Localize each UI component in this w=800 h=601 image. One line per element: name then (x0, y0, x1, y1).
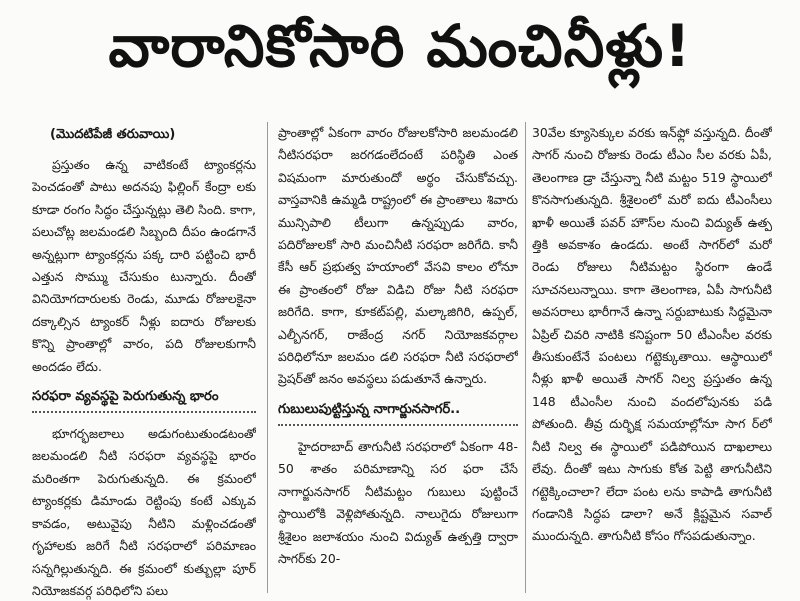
article-column-2 (278, 122, 518, 601)
paragraph: హైదరాబాద్ తాగునీటి సరఫరాలో ఏకంగా 48-50 శాతం పరిమాణాన్ని సర ఫరా చేసే నాగార్జునసాగర్ నీటిమట్టం గుబులు పుట్టించే స్థాయిలోకి వెళ్లిపోతున్నది. నాలుగైదు రోజులుగా శ్రీశైలం జలాశయం నుంచి విద్యుత్ ఉత్పత్తి ద్వారా సాగర్‌కు 20- (278, 438, 518, 566)
paragraph: 30వేల క్యూసెక్కుల వరకు ఇన్‌ఫ్లో వస్తున్నది. దీంతో సాగర్ నుంచి రోజుకు రెండు టీఎం సీల వరకు ఏపీ, తెలంగాణ డ్రా చేస్తున్నా నీటి మట్టం 519 స్థాయిలో కొనసాగుతున్నది. శ్రీశైలంలో మరో ఐదు టీఎంసీలు ఖాళీ అయితే పవర్ హౌస్‌ల నుంచి విద్యుత్ ఉత్ప త్తికి అవకాశం ఉండదు. అంటే సాగర్‌లో మరో రెండు రోజులు నీటిమట్టం స్థిరంగా ఉండే సూచనలున్నాయి. కాగా తెలంగాణ, ఏపీ సాగునీటి అవసరాలు భారీగానే ఉన్నా సర్దుబాటుకు సిద్ధమైనా ఏప్రిల్ చివరి నాటికి కనిష్టంగా 50 టీఎంసీల వరకు తీసుకుంటేనే పంటలు గట్టెక్కుతాయి. ఆస్థాయిలో నీళ్లు ఖాళీ అయితే సాగర్ నిల్వ ప్రస్తుతం ఉన్న 148 టీఎంసీల నుంచి వందలోపునకు పడి పోతుంది. తీవ్ర దుర్భిక్ష సమయాల్లోనూ సాగ ర్‌లో నీటి నిల్వ ఈ స్థాయిలో పడిపోయిన దాఖలాలు లేవు. దీంతో ఇటు సాగుకు కోత పెట్టి తాగునీటిని గట్టెక్కించాలా? లేదా పంట లను కాపాడి తాగునీటి గండానికి సిద్ధప డాలా? అనే క్లిష్టమైన సవాల్ ముందున్నది. తాగునీటి కోసం గోసపడుతున్నాం. (532, 125, 772, 544)
article-column-3 (532, 122, 772, 601)
subheading: సరఫరా వ్యవస్థపై పెరుగుతున్న భారం (32, 386, 256, 413)
article-column-1 (32, 122, 256, 601)
continued-label: (మొదటిపేజీ తరువాయి) (50, 127, 176, 142)
paragraph: భూగర్భజలాలు అడుగంటుతుండటంతో జలమండలి నీటి సరఫరా వ్యవస్థపై భారం మరింతగా పెరుగుతున్నది. ఈ క్రమంలో ట్యాంకర్లకు డిమాండు రెట్టింపు కంటే ఎక్కువ కావడం, అటువైపు నీటిని మళ్లించడంతో గృహాలకు జరిగే నీటి సరఫరాలో పరిమాణం సన్నగిల్లుతున్నది. ఈ క్రమంలో కుత్బుల్లా పూర్ నియోజకవర్గ పరిధిలోని పలు (32, 426, 256, 598)
paragraph: ప్రస్తుతం ఉన్న వాటికంటే ట్యాంకర్లను పెంచడంతో పాటు అదనపు ఫిల్లింగ్ కేంద్రా లకు కూడా రంగం సిద్ధం చేస్తున్నట్లు తెలి సింది. కాగా, పలుచోట్ల జలమండలి సిబ్బంది దీపం ఉండగానే అన్నట్లుగా ట్యాంకర్లను పక్క దారి పట్టించి భారీ ఎత్తున సొమ్ము చేసుకుం టున్నారు. దీంతో వినియోగదారులకు రెండు, మూడు రోజులకైనా దక్కాల్సిన ట్యాంకర్ నీళ్లు ఐదారు రోజులకు కొన్ని ప్రాంతాల్లో వారం, పది రోజులకుగానీ అందడం లేదు. (32, 157, 256, 374)
column-divider (267, 122, 268, 593)
paragraph: ప్రాంతాల్లో ఏకంగా వారం రోజులకోసారి జలమండలి నీటిసరఫరా జరగడంలేదంటే పరిస్థితి ఎంత విషమంగా మారుతుందో అర్థం చేసుకోవచ్చు. వాస్తవానికి ఉమ్మడి రాష్ట్రంలో ఈ ప్రాంతాలు శివారు మున్సిపాలి టీలుగా ఉన్నప్పుడు వారం, పదిరోజులకో సారి మంచినీటి సరఫరా జరిగేది. కానీ కేసీ ఆర్ ప్రభుత్వ హయాంలో వేసవి కాలం లోనూ ఈ ప్రాంతంలో రోజు విడిచి రోజు నీటి సరఫరా జరిగేది. కాగా, కూకట్‌పల్లి, మల్కాజిగిరి, ఉప్పల్, ఎల్బీనగర్, రాజేంద్ర నగర్ నియోజకవర్గాల పరిధిలోనూ జలమం డలి సరఫరా నీటి సరఫరాలో ప్రెషర్‌తో జనం అవస్థలు పడుతూనే ఉన్నారు. (278, 125, 518, 387)
subheading: గుబులుపుట్టిస్తున్న నాగార్జునసాగర్.. (278, 399, 518, 426)
column-divider (525, 122, 526, 593)
headline: వారానికోసారి మంచినీళ్లు! (108, 11, 692, 80)
